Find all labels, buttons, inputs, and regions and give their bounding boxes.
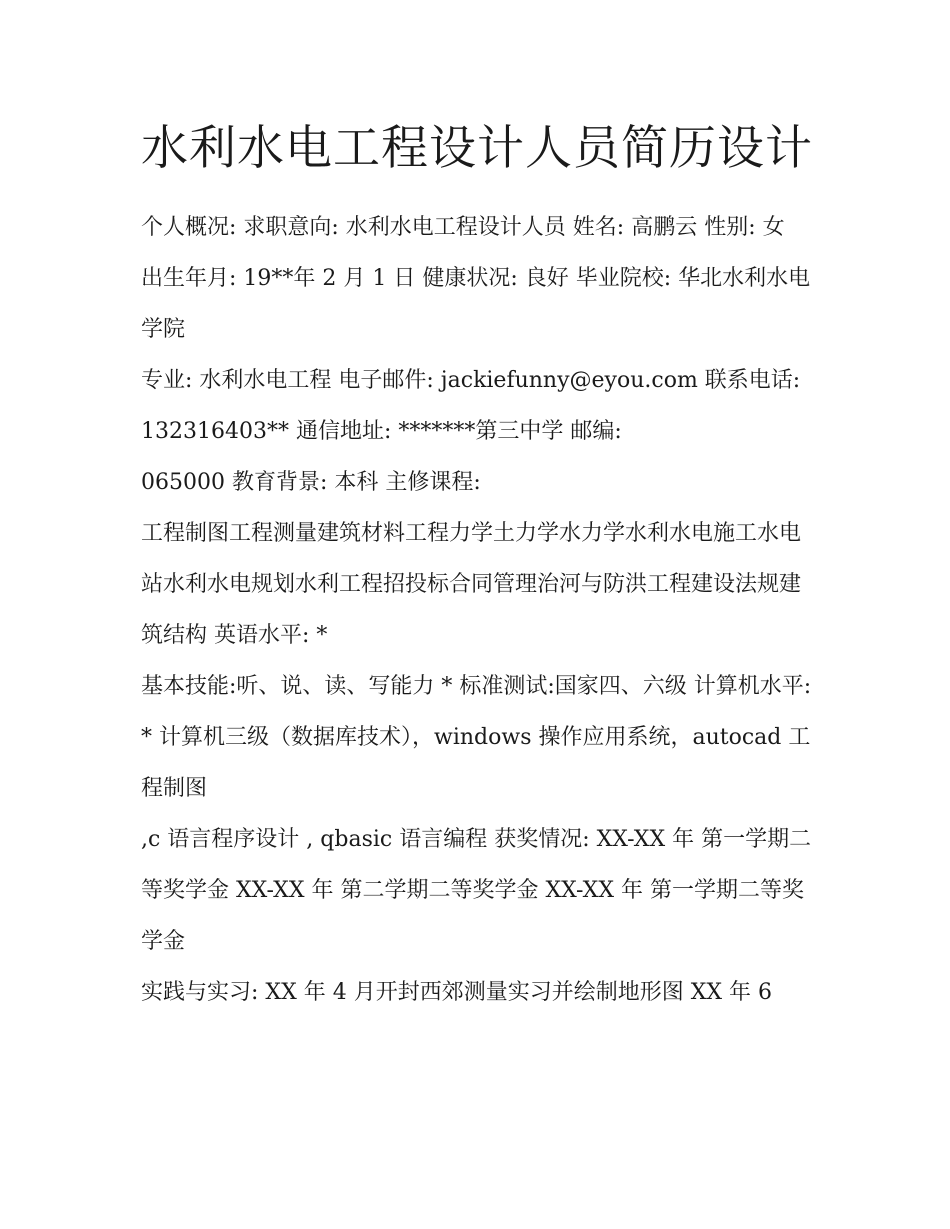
paragraph-awards: ,c 语言程序设计 , qbasic 语言编程 获奖情况: XX-XX 年 第一学期二等奖学金 XX-XX 年 第二学期二等奖学金 XX-XX 年 第一学期二等奖学金 <box>141 827 812 954</box>
paragraph-practice: 实践与实习: XX 年 4 月开封西郊测量实习并绘制地形图 XX 年 6 <box>141 980 773 1005</box>
document-title: 水利水电工程设计人员简历设计 <box>141 121 813 176</box>
document-page <box>141 112 819 1018</box>
paragraph-courses: 工程制图工程测量建筑材料工程力学土力学水力学水利水电施工水电站水利水电规划水利工程招投标合同管理治河与防洪工程建设法规建筑结构 英语水平: * <box>141 521 802 648</box>
paragraph-contact: 专业: 水利水电工程 电子邮件: jackiefunny@eyou.com 联系电话: 132316403** 通信地址: *******第三中学 邮编: <box>141 368 808 444</box>
paragraph-skills: 基本技能:听、说、读、写能力 * 标准测试:国家四、六级 计算机水平: * 计算机三级（数据库技术），windows 操作应用系统，autocad 工程制图 <box>141 674 819 801</box>
paragraph-education: 065000 教育背景: 本科 主修课程: <box>141 470 481 495</box>
paragraph-personal-info: 个人概况: 求职意向: 水利水电工程设计人员 姓名: 高鹏云 性别: 女 出生年月: 19**年 2 月 1 日 健康状况: 良好 毕业院校: 华北水利水电学院 <box>141 215 811 342</box>
